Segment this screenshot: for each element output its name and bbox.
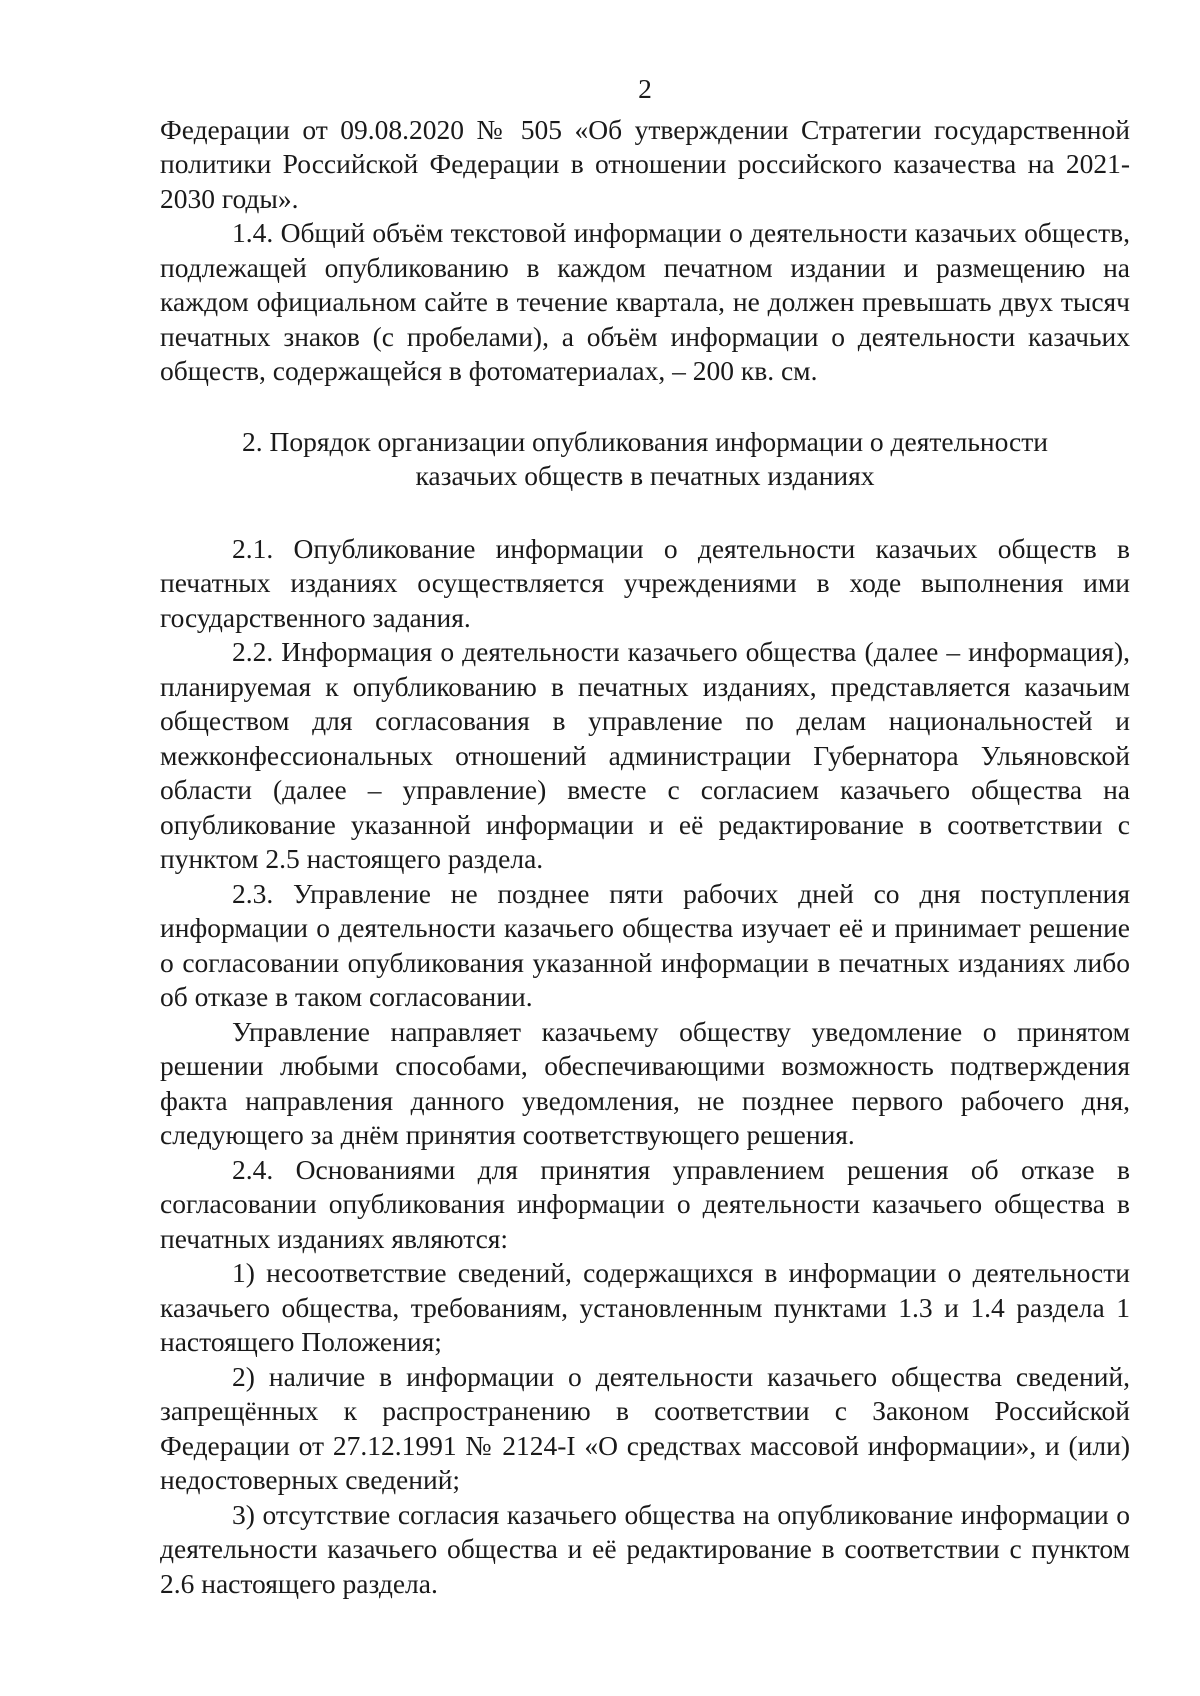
paragraph-2-3: 2.3. Управление не позднее пяти рабочих дней со дня поступления информации о деятельности казачьего общества изучает её и принимает решение о согласовании опубликования указанной информации в печатных изданиях либо об отказе в таком согласовании. <box>160 877 1130 1012</box>
list-item-2-4-3: 3) отсутствие согласия казачьего общества на опубликование информации о деятельности казачьего общества и её редактирование в соответствии с пунктом 2.6 настоящего раздела. <box>160 1498 1130 1599</box>
paragraph-2-3-notification: Управление направляет казачьему обществу уведомление о принятом решении любыми способами, обеспечивающими возможность подтверждения факта направления данного уведомления, не позднее первого рабочего дня, следующего за днём принятия соответствующего решения. <box>160 1015 1130 1150</box>
section-heading-line-1: 2. Порядок организации опубликования информации о деятельности <box>242 425 1048 457</box>
section-heading-2 <box>200 425 1090 494</box>
list-item-2-4-1: 1) несоответствие сведений, содержащихся в информации о деятельности казачьего общества, требованиям, установленным пунктами 1.3 и 1.4 раздела 1 настоящего Положения; <box>160 1257 1130 1357</box>
paragraph-continuation: Федерации от 09.08.2020 № 505 «Об утверждении Стратегии государственной политики Российской Федерации в отношении российского казачества на 2021-2030 годы». <box>160 113 1130 214</box>
list-item-2-4-2: 2) наличие в информации о деятельности казачьего общества сведений, запрещённых к распространению в соответствии с Законом Российской Федерации от 27.12.1991 № 2124-I «О средствах массовой информации», и (или) недостоверных сведений; <box>160 1360 1130 1495</box>
page-number: 2 <box>638 73 652 104</box>
document-page <box>160 72 1130 1601</box>
paragraph-2-1: 2.1. Опубликование информации о деятельности казачьих обществ в печатных изданиях осуществляется учреждениями в ходе выполнения ими государственного задания. <box>160 532 1130 633</box>
paragraph-2-2: 2.2. Информация о деятельности казачьего общества (далее – информация), планируемая к опубликованию в печатных изданиях, представляется казачьим обществом для согласования в управление по делам национальностей и межконфессиональных отношений администрации Губернатора Ульяновской области (далее – управление) вместе с согласием казачьего общества на опубликование указанной информации и её редактирование в соответствии с пунктом 2.5 настоящего раздела. <box>160 636 1130 874</box>
paragraph-1-4: 1.4. Общий объём текстовой информации о деятельности казачьих обществ, подлежащей опубликованию в каждом печатном издании и размещению на каждом официальном сайте в течение квартала, не должен превышать двух тысяч печатных знаков (с пробелами), а объём информации о деятельности казачьих обществ, содержащейся в фотоматериалах, – 200 кв. см. <box>160 217 1130 386</box>
paragraph-2-4: 2.4. Основаниями для принятия управлением решения об отказе в согласовании опубликования информации о деятельности казачьего общества в печатных изданиях являются: <box>160 1153 1130 1254</box>
section-heading-line-2: казачьих обществ в печатных изданиях <box>415 460 875 491</box>
